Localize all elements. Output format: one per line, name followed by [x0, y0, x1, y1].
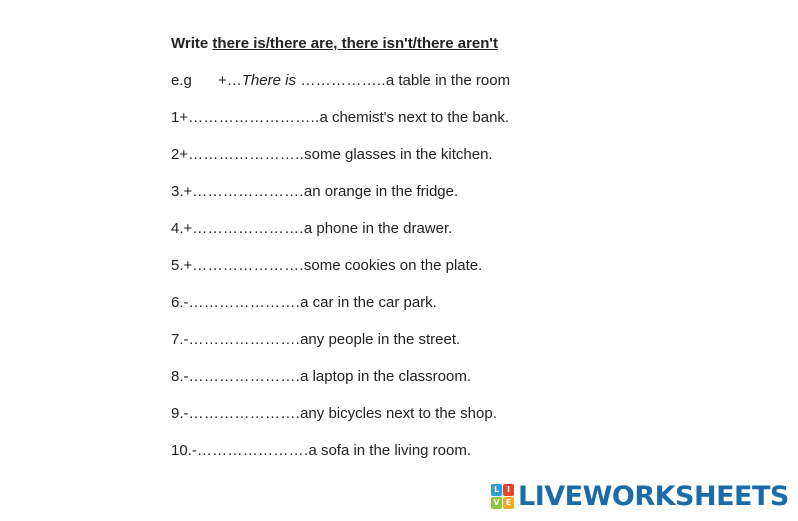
item-text: some glasses in the kitchen.: [304, 146, 493, 163]
answer-blank[interactable]: ……………………..: [188, 109, 320, 126]
item-prefix: 3.+: [171, 183, 193, 200]
exercise-item-2: [171, 145, 493, 165]
exercise-item-3: [171, 182, 458, 202]
example-sign: +…: [218, 72, 242, 89]
title-underlined: there is/there are, there isn't/there aren't: [212, 35, 498, 52]
example-rest: a table in the room: [385, 72, 511, 89]
liveworksheets-logo-icon: [491, 484, 515, 510]
item-prefix: 1+: [171, 109, 189, 126]
exercise-item-5: [171, 256, 482, 276]
item-prefix: 7.-: [171, 331, 189, 348]
title-prefix: Write: [171, 35, 213, 52]
exercise-item-6: [171, 293, 437, 313]
answer-blank[interactable]: ………………….: [192, 220, 304, 237]
item-prefix: 6.-: [171, 294, 189, 311]
answer-blank[interactable]: ………………….: [196, 442, 309, 459]
item-text: any people in the street.: [300, 331, 461, 348]
item-text: a chemist's next to the bank.: [319, 109, 510, 126]
answer-blank[interactable]: ………………….: [188, 294, 301, 311]
exercise-item-1: [171, 108, 509, 128]
exercise-item-8: [171, 367, 471, 387]
logo-letter-l: L: [491, 484, 502, 496]
answer-blank[interactable]: …………………..: [188, 146, 305, 163]
item-prefix: 2+: [171, 146, 189, 163]
item-text: a phone in the drawer.: [303, 220, 453, 237]
item-prefix: 8.-: [171, 368, 189, 385]
item-text: some cookies on the plate.: [303, 257, 483, 274]
example-row: [171, 71, 510, 91]
logo-letter-v: V: [491, 497, 502, 509]
answer-blank[interactable]: ………………….: [192, 257, 304, 274]
logo-letter-e: E: [503, 497, 514, 509]
exercise-item-4: [171, 219, 452, 239]
item-text: a sofa in the living room.: [308, 442, 472, 459]
example-blank: ……………..: [295, 72, 386, 89]
item-text: a laptop in the classroom.: [300, 368, 472, 385]
answer-blank[interactable]: ………………….: [192, 183, 304, 200]
logo-wordmark: LIVEWORKSHEETS: [518, 481, 789, 512]
example-answer: There is: [241, 72, 296, 89]
exercise-item-9: [171, 404, 497, 424]
logo-letter-i: I: [503, 484, 514, 496]
item-prefix: 4.+: [171, 220, 193, 237]
exercise-item-7: [171, 330, 460, 350]
exercise-item-10: [171, 441, 471, 461]
item-prefix: 10.-: [171, 442, 197, 459]
answer-blank[interactable]: ………………….: [188, 405, 301, 422]
answer-blank[interactable]: ………………….: [188, 368, 301, 385]
example-label: e.g: [171, 72, 192, 89]
answer-blank[interactable]: ………………….: [188, 331, 301, 348]
worksheet-title: [171, 34, 498, 54]
item-prefix: 9.-: [171, 405, 189, 422]
item-text: any bicycles next to the shop.: [300, 405, 497, 422]
item-text: an orange in the fridge.: [303, 183, 459, 200]
liveworksheets-logo[interactable]: [491, 482, 789, 512]
item-prefix: 5.+: [171, 257, 193, 274]
item-text: a car in the car park.: [300, 294, 437, 311]
